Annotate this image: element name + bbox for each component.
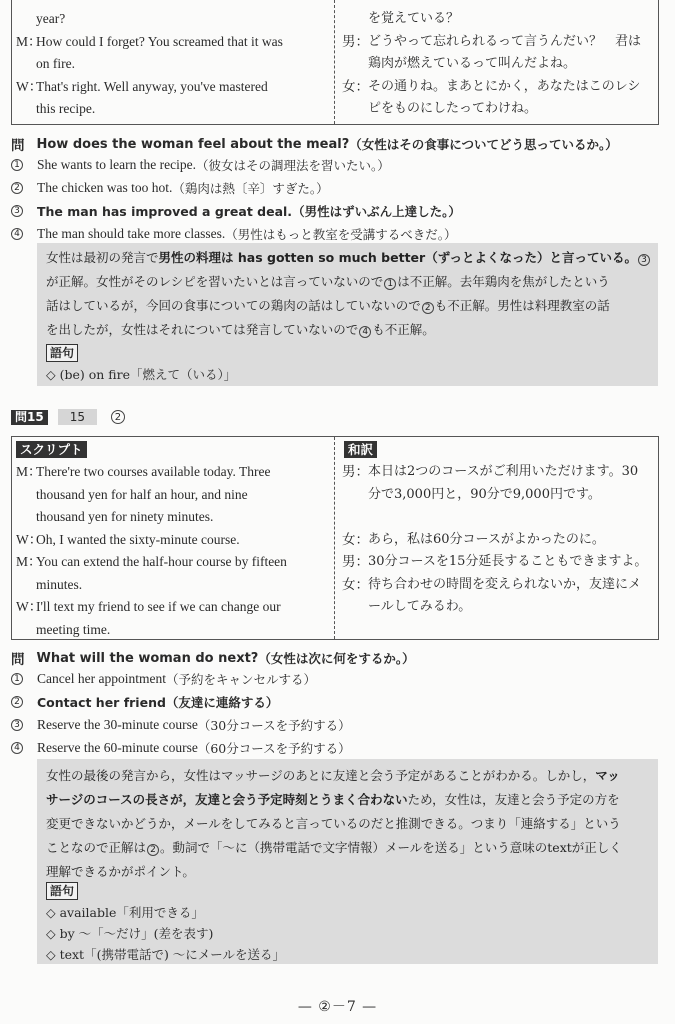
q14-question-label: 問 — [11, 138, 25, 154]
q14-ex-text: も不正解。男性は料理教室の話 — [434, 298, 610, 313]
q14-ex-line — [46, 270, 656, 294]
q14-question — [11, 134, 618, 154]
q15-ja-speaker: 男： — [342, 464, 369, 480]
q15-vocab-item: ◇ available「利用できる」 — [46, 905, 204, 920]
q15-en-speaker — [16, 574, 36, 597]
q15-ex-bold: サージのコースの長さが，友達と会う予定時刻とうまく合わない — [46, 792, 408, 807]
q15-option-en: Reserve the 30-minute course — [37, 717, 198, 732]
q14-option — [11, 225, 456, 243]
q15-option-ja: （60分コースを予約する） — [197, 741, 351, 756]
q14-ex-line — [46, 294, 656, 318]
q15-option-ja: （30分コースを予約する） — [197, 718, 351, 733]
top-ja-text: 鶏肉が燃えているって叫んだよね。 — [368, 56, 577, 71]
q15-option — [11, 716, 351, 734]
q15-ja-text: 分で3,000円と，90分で9,000円です。 — [368, 486, 601, 502]
q15-ja-speaker: 男： — [342, 554, 369, 570]
q15-vocab-label: 語句 — [46, 882, 78, 900]
top-en-text: this recipe. — [36, 101, 96, 116]
q14-option-number: 1 — [11, 159, 23, 171]
q14-option-en: The chicken was too hot. — [37, 180, 173, 195]
q15-en-line — [16, 574, 331, 597]
q15-script-label: スクリプト — [16, 441, 87, 458]
q15-ja-text: 本日は2つのコースがご利用いただけます。30 — [368, 464, 639, 479]
q14-option — [11, 179, 329, 197]
q15-ja-text: 30分コースを15分延長することもできますよ。 — [368, 554, 648, 569]
top-en-speaker: W： — [16, 78, 43, 94]
q14-question-en: How does the woman feel about the meal? — [36, 136, 350, 152]
top-dialog-divider — [334, 0, 335, 124]
q14-ex-text: が正解。女性がそのレシピを習いたいとは言っていないので — [46, 274, 384, 289]
q15-en-text: You can extend the half-hour course by fifteen — [36, 554, 287, 569]
q15-ja-text: ールしてみるわ。 — [368, 599, 472, 614]
q15-option-number: 4 — [11, 742, 23, 754]
q15-ex-text: 。動詞で「～に（携帯電話で文字情報）メールを送る」という意味のtextが正しく — [160, 840, 622, 855]
q14-option-en: The man has improved a great deal. — [37, 203, 293, 219]
q14-vocab-label: 語句 — [46, 344, 78, 362]
q15-en-speaker: W： — [16, 531, 43, 547]
top-ja-line — [342, 76, 657, 99]
q15-ex-line — [46, 836, 656, 860]
q14-option-ja: （男性はもっと教室を受講するべきだ。） — [225, 227, 457, 242]
q15-en-text: There're two courses available today. Three — [36, 464, 271, 479]
top-ja-line — [342, 53, 657, 76]
q15-en-text: thousand yen for ninety minutes. — [36, 509, 214, 524]
top-en-line — [16, 8, 331, 31]
q14-option-number: 2 — [11, 182, 23, 194]
q15-question-en: What will the woman do next? — [36, 650, 259, 666]
q15-translation-label: 和訳 — [344, 441, 377, 458]
q15-ex-text: 女性の最後の発言から，女性はマッサージのあとに友達と会う予定があることがわかる。しかし， — [46, 768, 596, 783]
q14-question-ja: （女性はその食事についてどう思っているか。） — [349, 137, 618, 152]
q15-question-label: 問 — [11, 652, 25, 668]
q15-en-text: Oh, I wanted the sixty-minute course. — [36, 531, 240, 547]
q15-ja-speaker — [342, 484, 368, 507]
q15-en-text: minutes. — [36, 576, 83, 592]
q14-option-en: The man should take more classes. — [37, 226, 226, 241]
q15-en-speaker — [16, 506, 36, 529]
q15-ja-line — [342, 529, 657, 552]
q15-option — [11, 670, 316, 688]
q15-en-line — [16, 529, 331, 552]
q15-ex-answer-number: 2 — [147, 844, 159, 856]
q15-en-line — [16, 596, 331, 619]
top-ja-speaker: 女： — [342, 78, 369, 95]
top-dialog-english — [16, 8, 331, 121]
q14-ex-line — [46, 318, 656, 342]
q14-option-ja: （彼女はその調理法を習いたい。） — [195, 158, 390, 173]
q15-ex-text: ため，女性は，友達と会う予定の方を — [407, 792, 620, 807]
q15-en-line — [16, 506, 331, 529]
q15-en-text: meeting time. — [36, 621, 111, 637]
q15-vocab-item: ◇ text「(携帯電話で) ～にメールを送る」 — [46, 947, 286, 962]
top-en-line — [16, 98, 331, 121]
top-en-line — [16, 31, 331, 54]
q14-ex-text: 話はしているが，今回の食事についての鶏肉の話はしていないので — [46, 298, 421, 313]
q14-ex-answer-number: 3 — [638, 254, 650, 266]
q15-ja-speaker — [342, 596, 368, 619]
top-dialog-japanese — [342, 8, 657, 121]
q14-option-ja: （鶏肉は熱〔辛〕すぎた。） — [172, 181, 329, 196]
q15-ex-line — [46, 764, 656, 788]
q15-dialog-english — [16, 461, 331, 641]
top-ja-text: を覚えている？ — [368, 11, 460, 26]
top-en-speaker — [16, 8, 36, 31]
top-ja-speaker: 男： — [342, 33, 369, 50]
top-en-text: year? — [36, 11, 66, 26]
top-ja-line — [342, 31, 657, 54]
q15-header — [11, 409, 135, 425]
q14-ex-answer-number: 4 — [359, 326, 371, 338]
top-en-line — [16, 53, 331, 76]
q15-ja-text: 待ち合わせの時間を変えられないか，友達にメ — [368, 576, 642, 592]
q14-option — [11, 156, 390, 174]
q14-option — [11, 202, 461, 220]
q15-option-en: Contact her friend — [37, 694, 166, 710]
q14-ex-bold: 男性の料理は has gotten so much better（ずっとよくなった）と言っている。 — [158, 250, 637, 265]
q15-vocab-item: ◇ by ～「～だけ」(差を表す) — [46, 926, 214, 941]
q15-en-speaker: M： — [16, 464, 42, 479]
q15-ja-speaker: 女： — [342, 576, 369, 593]
q15-dialog-divider — [334, 437, 335, 639]
q15-en-speaker — [16, 619, 36, 642]
q15-ja-line — [342, 596, 657, 619]
top-en-text: on fire. — [36, 56, 75, 71]
top-ja-text: ピをものにしたってわけね。 — [368, 101, 538, 116]
q15-option-en: Cancel her appointment — [37, 671, 166, 686]
q15-en-text: thousand yen for half an hour, and nine — [36, 486, 248, 502]
q15-ja-line — [342, 461, 657, 484]
q15-option-number: 2 — [11, 696, 23, 708]
q15-header-number: 15 — [58, 409, 97, 425]
top-ja-speaker — [342, 98, 368, 121]
q14-ex-answer-number: 1 — [384, 278, 396, 290]
q14-vocab-item: ◇ (be) on fire「燃えて（いる）」 — [46, 367, 237, 382]
q15-explanation — [46, 764, 656, 884]
q15-ja-text: あら，私は60分コースがよかったのに。 — [368, 531, 605, 547]
q15-option — [11, 739, 351, 757]
q14-explanation — [46, 246, 656, 342]
q15-ex-line — [46, 812, 656, 836]
top-ja-line — [342, 98, 657, 121]
top-ja-text: その通りね。まあとにかく，あなたはこのレシ — [368, 78, 641, 94]
q15-option-ja: （予約をキャンセルする） — [165, 672, 316, 687]
q14-ex-answer-number: 2 — [422, 302, 434, 314]
q14-option-number: 3 — [11, 205, 23, 217]
q15-en-speaker: M： — [16, 554, 42, 569]
q15-ex-line — [46, 788, 656, 812]
top-en-line — [16, 76, 331, 99]
q15-ex-bold: マッ — [595, 768, 620, 783]
top-ja-speaker — [342, 8, 368, 31]
q15-en-line — [16, 551, 331, 574]
top-en-speaker — [16, 53, 36, 76]
q14-option-en: She wants to learn the recipe. — [37, 157, 196, 172]
q15-header-label: 問15 — [11, 410, 48, 425]
top-en-speaker — [16, 98, 36, 121]
q15-en-line — [16, 461, 331, 484]
q15-ex-text: 理解できるかがポイント。 — [46, 864, 195, 879]
q15-ex-text: ことなので正解は — [46, 840, 147, 855]
top-en-text: How could I forget? You screamed that it was — [36, 33, 283, 49]
q15-ja-speaker: 女： — [342, 531, 369, 548]
q15-en-speaker — [16, 484, 36, 507]
q15-en-text: I'll text my friend to see if we can change our — [36, 599, 281, 614]
top-ja-text: どうやって忘れられるって言うんだい？ 君は — [368, 33, 642, 49]
q14-ex-text: 女性は最初の発言で — [46, 250, 159, 265]
q15-dialog-japanese — [342, 461, 657, 619]
q15-en-line — [16, 619, 331, 642]
q15-vocab — [46, 880, 285, 965]
q14-ex-text: も不正解。 — [372, 322, 435, 337]
q15-ja-line — [342, 484, 657, 507]
q14-ex-line — [46, 246, 656, 270]
q14-ex-text: は不正解。去年鶏肉を焦がしたという — [397, 274, 610, 289]
q15-question — [11, 648, 415, 668]
q15-option-en: Reserve the 60-minute course — [37, 740, 198, 755]
top-ja-line — [342, 8, 657, 31]
q15-en-line — [16, 484, 331, 507]
q15-ex-text: 変更できないかどうか，メールをしてみると言っているのだと推測できる。つまり「連絡する」という — [46, 816, 621, 831]
q15-ja-line — [342, 574, 657, 597]
q15-option-number: 1 — [11, 673, 23, 685]
q15-option — [11, 693, 278, 711]
q14-option-ja: （男性はずいぶん上達した。） — [292, 204, 461, 219]
q15-ja-line — [342, 551, 657, 574]
q15-option-ja: （友達に連絡する） — [165, 695, 279, 710]
q14-option-number: 4 — [11, 228, 23, 240]
q15-en-speaker: W： — [16, 599, 43, 614]
q14-ex-text: を出したが，女性はそれについては発言していないので — [46, 322, 359, 337]
q15-option-number: 3 — [11, 719, 23, 731]
page-number: — ②－7 — — [297, 999, 378, 1015]
top-en-text: That's right. Well anyway, you've mastered — [36, 78, 268, 94]
top-en-speaker: M： — [16, 33, 42, 49]
q15-header-answer: 2 — [111, 410, 125, 424]
q15-ja-spacer — [342, 506, 657, 529]
q14-vocab — [46, 342, 236, 385]
q15-question-ja: （女性は次に何をするか。） — [258, 651, 415, 666]
top-ja-speaker — [342, 53, 368, 76]
